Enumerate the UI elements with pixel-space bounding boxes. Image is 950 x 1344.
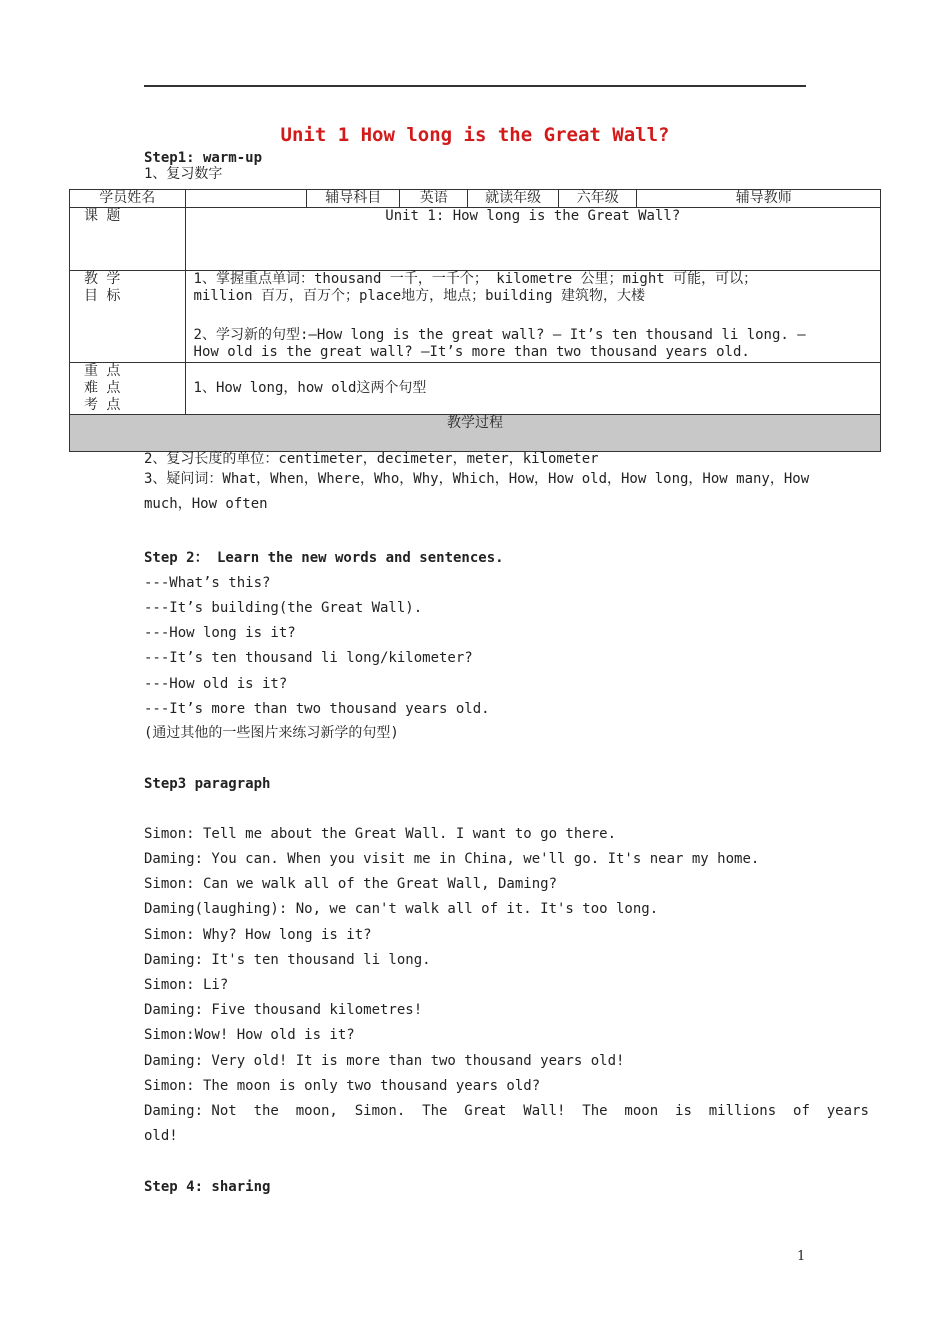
step2-line: ---How old is it? <box>144 676 288 692</box>
header-rule <box>144 85 806 87</box>
step2-line: ---What’s this? <box>144 575 271 591</box>
page-title: Unit 1 How long is the Great Wall? <box>280 124 670 146</box>
dialogue-line: Daming: You can. When you visit me in China, we'll go. It's near my home. <box>144 851 760 867</box>
step2-line: ---How long is it? <box>144 625 296 641</box>
step3-heading: Step3 paragraph <box>144 776 271 792</box>
dialogue-line: Simon:Wow! How old is it? <box>144 1027 355 1043</box>
topic-row <box>70 208 881 271</box>
dialogue-line: Daming: Very old! It is more than two thousand years old! <box>144 1053 625 1069</box>
key-points-label <box>70 363 186 415</box>
dialogue-line: Simon: Tell me about the Great Wall. I want to go there. <box>144 826 617 842</box>
step2-line: (通过其他的一些图片来练习新学的句型) <box>144 725 399 741</box>
goals-value <box>185 271 880 363</box>
step2-heading: Step 2： Learn the new words and sentences. <box>144 550 504 566</box>
student-name-label: 学员姓名 <box>70 190 186 208</box>
dialogue-line: Simon: The moon is only two thousand years old? <box>144 1078 541 1094</box>
step2-line: ---It’s ten thousand li long/kilometer? <box>144 650 473 666</box>
subject-label: 辅导科目 <box>307 190 400 208</box>
key-points-row <box>70 363 881 415</box>
grade-value: 六年级 <box>559 190 637 208</box>
key-points-value: 1、How long，how old这两个句型 <box>185 363 880 415</box>
topic-value: Unit 1: How long is the Great Wall? <box>185 208 880 271</box>
subject-value: 英语 <box>400 190 468 208</box>
dialogue-line: Daming: Not the moon, Simon. The Great Wall! The moon is millions of years <box>144 1103 869 1119</box>
key-label-line1: 重 点 <box>84 363 121 379</box>
key-label-line2: 难 点 <box>84 380 121 396</box>
goal1-line2: million 百万，百万个；place地方，地点；building 建筑物，大楼 <box>193 288 645 304</box>
lesson-info-table <box>69 189 881 452</box>
key-label-line3: 考 点 <box>84 397 121 413</box>
goal2-line2: How old is the great wall? —It’s more than two thousand years old. <box>193 344 750 360</box>
goals-row <box>70 271 881 363</box>
review-item2: 2、复习长度的单位：centimeter，decimeter，meter，kilometer <box>144 451 599 467</box>
process-row <box>70 415 881 452</box>
topic-label: 课 题 <box>70 208 186 271</box>
dialogue-line: Daming: It's ten thousand li long. <box>144 952 431 968</box>
goal2-line1: 2、学习新的句型:—How long is the great wall? — It’s ten thousand li long. — <box>193 327 806 343</box>
teacher-label: 辅导教师 <box>637 190 881 208</box>
table-header-row <box>70 190 881 208</box>
goals-label-line2: 目 标 <box>84 288 121 304</box>
goals-label-line1: 教 学 <box>84 271 121 287</box>
dialogue-line: old! <box>144 1128 178 1144</box>
process-heading: 教学过程 <box>70 415 881 452</box>
step1-item1: 1、复习数字 <box>144 166 223 182</box>
student-name-value <box>185 190 307 208</box>
page-number: 1 <box>797 1249 806 1264</box>
dialogue-line: Simon: Can we walk all of the Great Wall, Daming? <box>144 876 558 892</box>
step1-heading: Step1: warm-up <box>144 150 263 166</box>
review-item3-line1: 3、疑问词：What，When，Where，Who，Why，Which，How，How old，How long，How many，How <box>144 471 810 487</box>
step2-line: ---It’s more than two thousand years old. <box>144 701 490 717</box>
review-item3-line2: much，How often <box>144 496 268 512</box>
dialogue-line: Simon: Li? <box>144 977 229 993</box>
dialogue-line: Simon: Why? How long is it? <box>144 927 372 943</box>
dialogue-line: Daming: Five thousand kilometres! <box>144 1002 423 1018</box>
grade-label: 就读年级 <box>468 190 559 208</box>
dialogue-line: Daming(laughing): No, we can't walk all of it. It's too long. <box>144 901 659 917</box>
step2-line: ---It’s building(the Great Wall). <box>144 600 423 616</box>
goal1-line1: 1、掌握重点单词：thousand 一千，一千个； kilometre 公里；might 可能，可以； <box>193 271 758 287</box>
step4-heading: Step 4: sharing <box>144 1179 271 1195</box>
goals-label <box>70 271 186 363</box>
